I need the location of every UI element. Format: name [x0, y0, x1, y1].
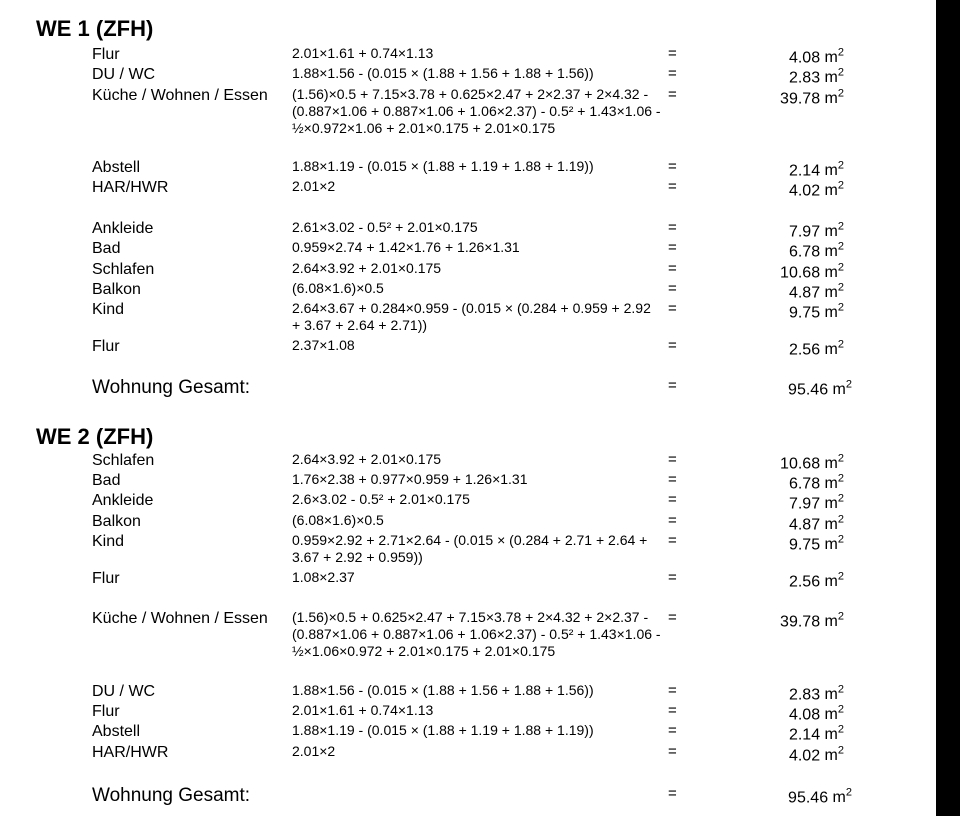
equals-sign: = — [668, 158, 677, 175]
area-value: 10.68 $m^2$ — [780, 262, 844, 282]
room-name: Abstell — [92, 159, 141, 176]
area-value: 4.08 $m^2$ — [788, 47, 844, 67]
area-formula: 0.959×2.74 + 1.42×1.76 + 1.26×1.31 — [292, 239, 520, 255]
section-title-we2: WE 2 (ZFH) — [36, 424, 154, 449]
area-value: 2.56 $m^2$ — [788, 571, 844, 591]
area-value: 4.02 $m^2$ — [788, 180, 844, 200]
room-name: Ankleide — [92, 492, 154, 509]
area-formula: 2.01×1.61 + 0.74×1.13 — [292, 702, 434, 718]
area-formula: (1.56)×0.5 + 0.625×2.47 + 7.15×3.78 + 2×4.32 + 2×2.37 - (0.887×1.06 + 0.887×1.06 + 1.06×2.37) - 0.5² + 1.43×1.06 - ½×1.06×0.972 + 2.01×0.175 + 2.01×0.175 — [292, 609, 661, 659]
equals-sign: = — [668, 260, 677, 277]
equals-sign: = — [668, 280, 677, 297]
room-name: HAR/HWR — [92, 744, 169, 761]
area-formula: 2.64×3.92 + 2.01×0.175 — [292, 451, 442, 467]
equals-sign: = — [668, 337, 677, 354]
equals-sign: = — [668, 86, 677, 103]
room-name: Bad — [92, 472, 121, 489]
equals-sign: = — [668, 569, 677, 586]
area-value: 10.68 $m^2$ — [780, 453, 844, 473]
area-formula: 1.88×1.19 - (0.015 × (1.88 + 1.19 + 1.88 + 1.19)) — [292, 722, 594, 738]
section-title-we1: WE 1 (ZFH) — [36, 16, 154, 41]
equals-sign: = — [668, 451, 677, 468]
total-label: Wohnung Gesamt: — [92, 377, 251, 398]
equals-sign: = — [668, 722, 677, 739]
area-value: 2.56 $m^2$ — [788, 339, 844, 359]
equals-sign: = — [668, 491, 677, 508]
area-value: 7.97 $m^2$ — [788, 493, 844, 513]
room-name: Flur — [92, 338, 120, 355]
equals-sign: = — [668, 239, 677, 256]
equals-sign: = — [668, 65, 677, 82]
area-formula: 0.959×2.92 + 2.71×2.64 - (0.015 × (0.284 + 2.71 + 2.64 + 3.67 + 2.92 + 0.959)) — [292, 532, 648, 565]
room-name: Balkon — [92, 281, 141, 298]
equals-sign: = — [668, 512, 677, 529]
equals-sign: = — [668, 785, 677, 802]
total-area-value: 95.46 $m^2$ — [788, 379, 852, 399]
area-value: 4.08 $m^2$ — [788, 704, 844, 724]
total-label: Wohnung Gesamt: — [92, 785, 251, 806]
area-formula: 2.64×3.67 + 0.284×0.959 - (0.015 × (0.284 + 0.959 + 2.92 + 3.67 + 2.64 + 2.71)) — [292, 300, 651, 333]
room-name: Kind — [92, 533, 125, 550]
room-name: Balkon — [92, 513, 141, 530]
area-value: 9.75 $m^2$ — [788, 302, 844, 322]
area-formula: 1.76×2.38 + 0.977×0.959 + 1.26×1.31 — [292, 471, 528, 487]
area-value: 4.02 $m^2$ — [788, 745, 844, 765]
area-value: 4.87 $m^2$ — [788, 282, 844, 302]
equals-sign: = — [668, 471, 677, 488]
area-formula: 2.6×3.02 - 0.5² + 2.01×0.175 — [292, 491, 470, 507]
room-name: Flur — [92, 570, 120, 587]
equals-sign: = — [668, 532, 677, 549]
room-name: Küche / Wohnen / Essen — [92, 610, 268, 627]
area-formula: 2.37×1.08 — [292, 337, 355, 353]
total-area-value: 95.46 $m^2$ — [788, 787, 852, 807]
room-name: Kind — [92, 301, 125, 318]
area-formula: 2.01×1.61 + 0.74×1.13 — [292, 45, 434, 61]
equals-sign: = — [668, 178, 677, 195]
area-formula: 2.64×3.92 + 2.01×0.175 — [292, 260, 442, 276]
room-name: Flur — [92, 46, 120, 63]
area-formula: 1.88×1.56 - (0.015 × (1.88 + 1.56 + 1.88 + 1.56)) — [292, 682, 594, 698]
area-value: 4.87 $m^2$ — [788, 514, 844, 534]
right-edge-bar — [936, 0, 960, 816]
area-formula: (1.56)×0.5 + 7.15×3.78 + 0.625×2.47 + 2×2.37 + 2×4.32 - (0.887×1.06 + 0.887×1.06 + 1.06×2.37) - 0.5² + 1.43×1.06 - ½×0.972×1.06 + 2.01×0.175 + 2.01×0.175 — [292, 86, 661, 136]
equals-sign: = — [668, 702, 677, 719]
equals-sign: = — [668, 609, 677, 626]
area-value: 2.14 $m^2$ — [788, 724, 844, 744]
room-name: Flur — [92, 703, 120, 720]
room-name: Küche / Wohnen / Essen — [92, 87, 268, 104]
area-value: 2.83 $m^2$ — [788, 684, 844, 704]
area-value: 39.78 $m^2$ — [780, 88, 844, 108]
area-value: 2.83 $m^2$ — [788, 67, 844, 87]
area-value: 39.78 $m^2$ — [780, 611, 844, 631]
room-name: Ankleide — [92, 220, 154, 237]
equals-sign: = — [668, 300, 677, 317]
area-formula: 2.01×2 — [292, 178, 336, 194]
equals-sign: = — [668, 45, 677, 62]
area-value: 2.14 $m^2$ — [788, 160, 844, 180]
area-formula: 1.08×2.37 — [292, 569, 355, 585]
area-value: 9.75 $m^2$ — [788, 534, 844, 554]
room-name: HAR/HWR — [92, 179, 169, 196]
equals-sign: = — [668, 219, 677, 236]
room-name: Bad — [92, 240, 121, 257]
area-formula: (6.08×1.6)×0.5 — [292, 280, 384, 296]
room-name: DU / WC — [92, 683, 156, 700]
area-value: 6.78 $m^2$ — [788, 241, 844, 261]
room-name: Schlafen — [92, 261, 155, 278]
area-formula: 2.61×3.02 - 0.5² + 2.01×0.175 — [292, 219, 478, 235]
area-value: 6.78 $m^2$ — [788, 473, 844, 493]
area-formula: 1.88×1.56 - (0.015 × (1.88 + 1.56 + 1.88 + 1.56)) — [292, 65, 594, 81]
room-name: Abstell — [92, 723, 141, 740]
room-name: DU / WC — [92, 66, 156, 83]
equals-sign: = — [668, 682, 677, 699]
equals-sign: = — [668, 743, 677, 760]
area-formula: 2.01×2 — [292, 743, 336, 759]
area-formula: (6.08×1.6)×0.5 — [292, 512, 384, 528]
area-value: 7.97 $m^2$ — [788, 221, 844, 241]
equals-sign: = — [668, 377, 677, 394]
area-formula: 1.88×1.19 - (0.015 × (1.88 + 1.19 + 1.88 + 1.19)) — [292, 158, 594, 174]
room-name: Schlafen — [92, 452, 155, 469]
